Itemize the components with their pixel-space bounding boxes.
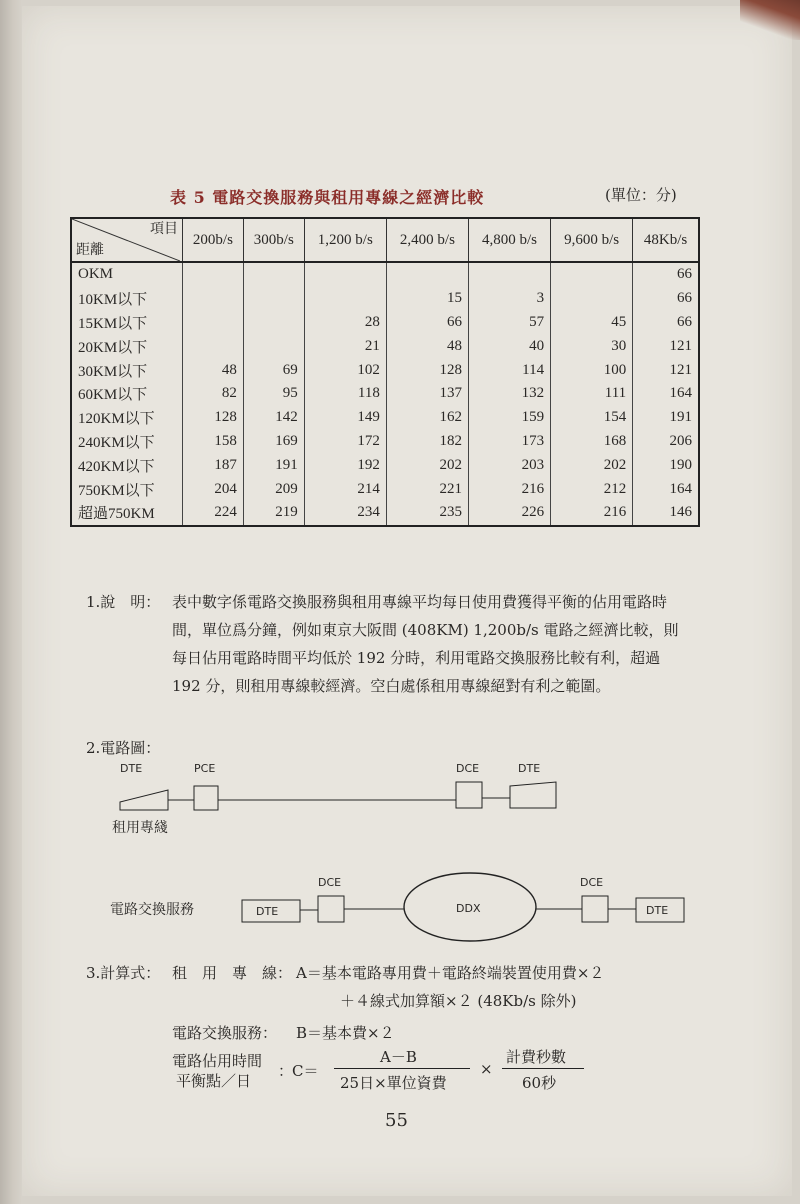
- dce-box: [582, 896, 608, 922]
- value-cell: 202: [551, 453, 633, 477]
- distance-cell: 10KM以下: [71, 287, 183, 311]
- table-row: [71, 382, 699, 406]
- table-row: [71, 334, 699, 358]
- corner-header-cell: [71, 218, 183, 262]
- value-cell: 100: [551, 358, 633, 382]
- value-cell: 159: [468, 406, 550, 430]
- ddx-label: DDX: [456, 902, 481, 915]
- value-cell: 3: [468, 287, 550, 311]
- distance-cell: 240KM以下: [71, 430, 183, 454]
- value-cell: [304, 262, 386, 287]
- value-cell: 154: [551, 406, 633, 430]
- dce-label: DCE: [318, 876, 342, 889]
- value-cell: 128: [386, 358, 468, 382]
- value-cell: 204: [183, 477, 244, 501]
- formula-colon: ：: [278, 1062, 294, 1080]
- dte-terminal-shape: [120, 790, 168, 810]
- distance-cell: 120KM以下: [71, 406, 183, 430]
- value-cell: [183, 287, 244, 311]
- value-cell: 168: [551, 430, 633, 454]
- value-cell: 121: [633, 358, 699, 382]
- table-caption: 表 5 電路交換服務與租用專線之經濟比較: [170, 188, 485, 207]
- switched-name: 電路交換服務：: [172, 1024, 278, 1042]
- switched-formula: B＝基本費×２: [296, 1024, 395, 1042]
- value-cell: 28: [304, 311, 386, 335]
- value-cell: [468, 262, 550, 287]
- distance-cell: 420KM以下: [71, 453, 183, 477]
- value-cell: 66: [633, 262, 699, 287]
- pce-label: PCE: [194, 762, 216, 775]
- value-cell: 69: [243, 358, 304, 382]
- value-cell: 118: [304, 382, 386, 406]
- value-cell: 202: [386, 453, 468, 477]
- value-cell: 66: [386, 311, 468, 335]
- table-row: [71, 477, 699, 501]
- value-cell: 182: [386, 430, 468, 454]
- value-cell: 114: [468, 358, 550, 382]
- distance-cell: 15KM以下: [71, 311, 183, 335]
- value-cell: 216: [468, 477, 550, 501]
- fraction-2-bar: [502, 1068, 584, 1069]
- switched-service-label: 電路交換服務: [110, 902, 194, 918]
- fraction-2-numerator: 計費秒數: [506, 1048, 567, 1066]
- book-spine-shadow: [0, 0, 22, 1204]
- value-cell: 162: [386, 406, 468, 430]
- value-cell: 137: [386, 382, 468, 406]
- pce-box: [194, 786, 218, 810]
- value-cell: 203: [468, 453, 550, 477]
- column-header: 300b/s: [243, 218, 304, 262]
- table-row: [71, 287, 699, 311]
- value-cell: 224: [183, 501, 244, 526]
- value-cell: [243, 334, 304, 358]
- value-cell: 172: [304, 430, 386, 454]
- value-cell: 48: [183, 358, 244, 382]
- value-cell: 30: [551, 334, 633, 358]
- value-cell: 190: [633, 453, 699, 477]
- value-cell: 45: [551, 311, 633, 335]
- fraction-1-bar: [334, 1068, 470, 1069]
- page-number: 55: [385, 1110, 408, 1131]
- value-cell: 187: [183, 453, 244, 477]
- hold-time-name-2: 平衡點／日: [176, 1072, 252, 1090]
- value-cell: 221: [386, 477, 468, 501]
- dce-label: DCE: [580, 876, 604, 889]
- value-cell: [243, 262, 304, 287]
- note-2-label: 2.電路圖：: [86, 739, 161, 757]
- fraction-1-denominator: 25日×單位資費: [340, 1074, 447, 1092]
- distance-cell: 30KM以下: [71, 358, 183, 382]
- value-cell: 158: [183, 430, 244, 454]
- column-header: 200b/s: [183, 218, 244, 262]
- dte-label: DTE: [646, 904, 669, 917]
- dte-label: DTE: [120, 762, 143, 775]
- value-cell: 128: [183, 406, 244, 430]
- header-item-label: 項目: [150, 222, 178, 237]
- fraction-2-denominator: 60秒: [522, 1074, 557, 1092]
- leased-formula-line-1: A＝基本電路專用費＋電路終端裝置使用費×２: [296, 964, 605, 982]
- value-cell: 82: [183, 382, 244, 406]
- value-cell: 206: [633, 430, 699, 454]
- table-header-row: [71, 218, 699, 262]
- value-cell: [304, 287, 386, 311]
- table-row: [71, 430, 699, 454]
- value-cell: [243, 311, 304, 335]
- value-cell: 192: [304, 453, 386, 477]
- value-cell: 226: [468, 501, 550, 526]
- note-1-label: 1.說 明：: [86, 593, 161, 611]
- value-cell: 48: [386, 334, 468, 358]
- distance-cell: 60KM以下: [71, 382, 183, 406]
- value-cell: 209: [243, 477, 304, 501]
- times-sign: ×: [480, 1060, 493, 1078]
- table-row: [71, 406, 699, 430]
- value-cell: 164: [633, 477, 699, 501]
- value-cell: 132: [468, 382, 550, 406]
- value-cell: 15: [386, 287, 468, 311]
- value-cell: 66: [633, 287, 699, 311]
- unit-note: (單位：分): [605, 186, 677, 204]
- value-cell: [183, 262, 244, 287]
- value-cell: 142: [243, 406, 304, 430]
- value-cell: 111: [551, 382, 633, 406]
- distance-cell: 超過750KM: [71, 501, 183, 526]
- comparison-table: [70, 217, 700, 527]
- distance-cell: OKM: [71, 262, 183, 287]
- column-header: 2,400 b/s: [386, 218, 468, 262]
- value-cell: [551, 262, 633, 287]
- table-row: [71, 453, 699, 477]
- column-header: 4,800 b/s: [468, 218, 550, 262]
- table-row: [71, 262, 699, 287]
- value-cell: 40: [468, 334, 550, 358]
- distance-cell: 20KM以下: [71, 334, 183, 358]
- table-row: [71, 501, 699, 526]
- value-cell: 57: [468, 311, 550, 335]
- distance-cell: 750KM以下: [71, 477, 183, 501]
- value-cell: 102: [304, 358, 386, 382]
- value-cell: 66: [633, 311, 699, 335]
- value-cell: [183, 311, 244, 335]
- value-cell: 235: [386, 501, 468, 526]
- dce-label: DCE: [456, 762, 480, 775]
- value-cell: 21: [304, 334, 386, 358]
- value-cell: 149: [304, 406, 386, 430]
- leased-line-label: 租用專綫: [112, 820, 168, 836]
- c-equals: C＝: [292, 1062, 319, 1080]
- value-cell: 169: [243, 430, 304, 454]
- dce-box: [456, 782, 482, 808]
- dte-label: DTE: [256, 905, 279, 918]
- value-cell: 191: [243, 453, 304, 477]
- table-row: [71, 358, 699, 382]
- column-header: 9,600 b/s: [551, 218, 633, 262]
- value-cell: 121: [633, 334, 699, 358]
- calc-label: 3.計算式：: [86, 964, 161, 982]
- note-1-text: 表中數字係電路交換服務與租用專線平均每日使用費獲得平衡的佔用電路時間，單位爲分鐘，例如東京大阪間 (408KM) 1,200b/s 電路之經濟比較，則每日佔用電路時間平均低於 192 分時，利用電路交換服務比較有利，超過 192 分，則租用專線較經濟。空白處係租用專線絕對有利之範圍。: [172, 593, 679, 695]
- value-cell: [551, 287, 633, 311]
- value-cell: 164: [633, 382, 699, 406]
- dte-label: DTE: [518, 762, 541, 775]
- column-header: 48Kb/s: [633, 218, 699, 262]
- value-cell: 212: [551, 477, 633, 501]
- dte-terminal-shape: [510, 782, 556, 808]
- circuit-diagram: [100, 752, 700, 942]
- value-cell: 173: [468, 430, 550, 454]
- value-cell: [243, 287, 304, 311]
- hold-time-name-1: 電路佔用時間: [172, 1052, 263, 1070]
- book-cover-edge: [740, 0, 800, 40]
- value-cell: 234: [304, 501, 386, 526]
- column-header: 1,200 b/s: [304, 218, 386, 262]
- value-cell: [386, 262, 468, 287]
- value-cell: 95: [243, 382, 304, 406]
- header-distance-label: 距離: [76, 243, 104, 258]
- value-cell: [183, 334, 244, 358]
- value-cell: 219: [243, 501, 304, 526]
- value-cell: 216: [551, 501, 633, 526]
- value-cell: 191: [633, 406, 699, 430]
- fraction-1-numerator: A－B: [380, 1048, 417, 1066]
- leased-name: 租 用 專 線：: [172, 964, 293, 982]
- dce-box: [318, 896, 344, 922]
- value-cell: 214: [304, 477, 386, 501]
- value-cell: 146: [633, 501, 699, 526]
- table-row: [71, 311, 699, 335]
- leased-formula-line-2: ＋４線式加算額×２ (48Kb/s 除外): [340, 992, 577, 1010]
